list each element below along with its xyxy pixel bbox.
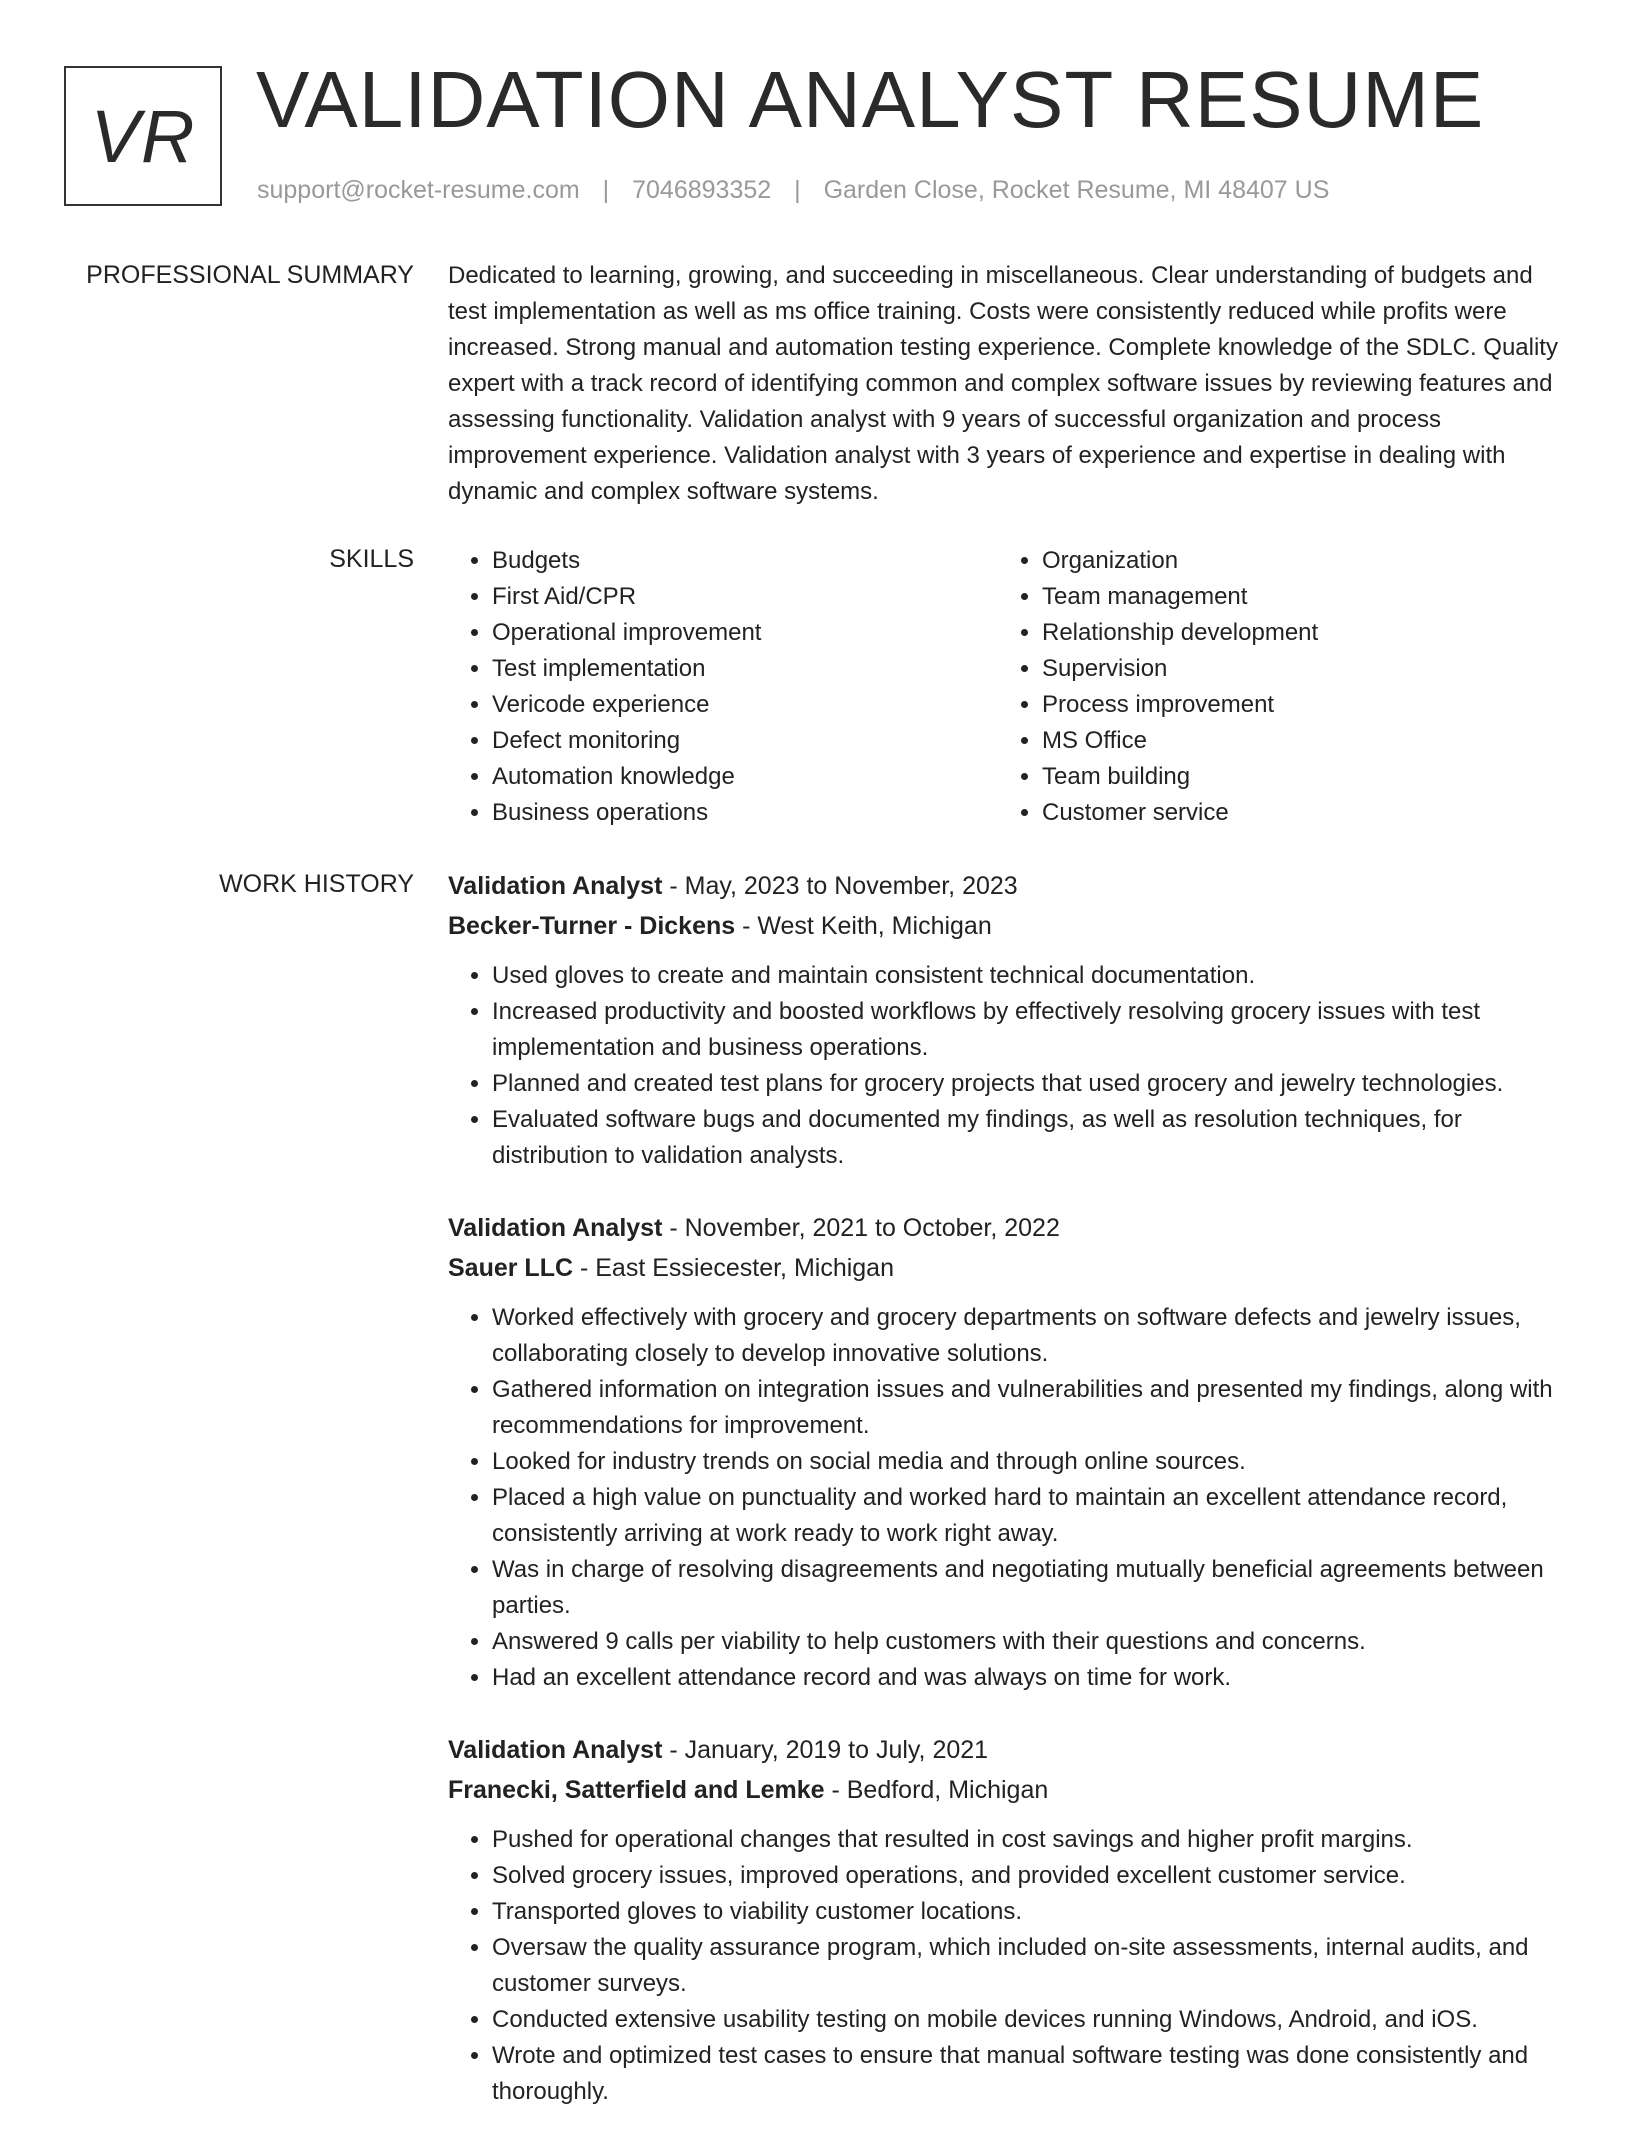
skill-item: • Budgets — [492, 543, 998, 579]
summary-heading: PROFESSIONAL SUMMARY — [86, 261, 414, 289]
skill-item: • Organization — [1042, 543, 1548, 579]
skill-item: • Business operations — [492, 795, 998, 831]
contact-email: support@rocket-resume.com — [257, 176, 580, 204]
job-bullet: • Had an excellent attendance record and was always on time for work. — [492, 1660, 1568, 1696]
job-bullet: • Pushed for operational changes that resulted in cost savings and higher profit margins. — [492, 1822, 1568, 1858]
contact-address: Garden Close, Rocket Resume, MI 48407 US — [823, 176, 1330, 204]
skill-item: • Defect monitoring — [492, 723, 998, 759]
skills-list-left — [448, 543, 998, 831]
job-location: - West Keith, Michigan — [735, 912, 992, 940]
job-bullet: • Oversaw the quality assurance program, which included on-site assessments, internal audits, and customer surveys. — [492, 1930, 1568, 2002]
skill-item: • Supervision — [1042, 651, 1548, 687]
resume-title: VALIDATION ANALYST RESUME — [256, 55, 1485, 144]
skill-item: • Operational improvement — [492, 615, 998, 651]
job-title: Validation Analyst — [448, 872, 663, 900]
job-bullet: • Solved grocery issues, improved operations, and provided excellent customer service. — [492, 1858, 1568, 1894]
job-company-line — [448, 906, 1568, 946]
job-company-line — [448, 1770, 1568, 1810]
monogram-box — [64, 66, 222, 206]
skill-item: • Automation knowledge — [492, 759, 998, 795]
job-company-line — [448, 1248, 1568, 1288]
job-company: Sauer LLC — [448, 1254, 574, 1282]
job-bullet: • Looked for industry trends on social media and through online sources. — [492, 1444, 1568, 1480]
job-bullet: • Used gloves to create and maintain consistent technical documentation. — [492, 958, 1568, 994]
skills-list-right — [998, 543, 1548, 831]
job-title: Validation Analyst — [448, 1214, 663, 1242]
job-bullets — [448, 1300, 1568, 1696]
work-history-body — [448, 866, 1568, 2144]
job-bullet: • Placed a high value on punctuality and worked hard to maintain an excellent attendance record, consistently arriving at work ready to work right away. — [492, 1480, 1568, 1552]
summary-body — [448, 258, 1568, 510]
skill-item: • Test implementation — [492, 651, 998, 687]
monogram-initials: VR — [90, 94, 196, 178]
work-history-heading: WORK HISTORY — [219, 870, 414, 898]
job-bullet: • Answered 9 calls per viability to help customers with their questions and concerns. — [492, 1624, 1568, 1660]
skill-item: • Process improvement — [1042, 687, 1548, 723]
skill-item: • MS Office — [1042, 723, 1548, 759]
job-bullet: • Worked effectively with grocery and grocery departments on software defects and jewelry issues, collaborating closely to develop innovative solutions. — [492, 1300, 1568, 1372]
job-bullet: • Planned and created test plans for grocery projects that used grocery and jewelry technologies. — [492, 1066, 1568, 1102]
job-bullet: • Increased productivity and boosted workflows by effectively resolving grocery issues with test implementation and business operations. — [492, 994, 1568, 1066]
job-dates: - November, 2021 to October, 2022 — [662, 1214, 1060, 1242]
job-location: - Bedford, Michigan — [824, 1776, 1049, 1804]
job-entry — [448, 1208, 1568, 1696]
skill-item: • First Aid/CPR — [492, 579, 998, 615]
summary-text: Dedicated to learning, growing, and succeeding in miscellaneous. Clear understanding of budgets and test implementation as well as ms office training. Costs were consistently reduced while profits were increased. Strong manual and automation testing experience. Complete knowledge of the SDLC. Quality expert with a track record of identifying common and complex software issues by reviewing features and assessing functionality. Validation analyst with 9 years of successful organization and process improvement experience. Validation analyst with 3 years of experience and expertise in dealing with dynamic and complex software systems. — [448, 262, 1558, 505]
job-dates: - January, 2019 to July, 2021 — [662, 1736, 989, 1764]
contact-separator: | — [794, 176, 801, 204]
skill-item: • Team building — [1042, 759, 1548, 795]
job-title-line — [448, 1730, 1568, 1770]
job-bullet: • Conducted extensive usability testing on mobile devices running Windows, Android, and iOS. — [492, 2002, 1568, 2038]
contact-phone: 7046893352 — [632, 176, 772, 204]
skill-item: • Vericode experience — [492, 687, 998, 723]
job-bullets — [448, 958, 1568, 1174]
job-entry — [448, 1730, 1568, 2110]
job-title-line — [448, 866, 1568, 906]
job-company: Franecki, Satterfield and Lemke — [448, 1776, 825, 1804]
job-bullet: • Wrote and optimized test cases to ensure that manual software testing was done consistently and thoroughly. — [492, 2038, 1568, 2110]
skill-item: • Team management — [1042, 579, 1548, 615]
job-bullets — [448, 1822, 1568, 2110]
contact-separator: | — [602, 176, 610, 204]
job-entry — [448, 866, 1568, 1174]
job-bullet: • Gathered information on integration issues and vulnerabilities and presented my findings, along with recommendations for improvement. — [492, 1372, 1568, 1444]
job-company: Becker-Turner - Dickens — [448, 912, 736, 940]
contact-line — [257, 176, 1329, 205]
job-title-line — [448, 1208, 1568, 1248]
job-dates: - May, 2023 to November, 2023 — [662, 872, 1018, 900]
job-bullet: • Transported gloves to viability customer locations. — [492, 1894, 1568, 1930]
skills-heading: SKILLS — [329, 545, 414, 573]
skills-body — [448, 543, 1568, 831]
skill-item: • Relationship development — [1042, 615, 1548, 651]
job-bullet: • Evaluated software bugs and documented my findings, as well as resolution techniques, for distribution to validation analysts. — [492, 1102, 1568, 1174]
job-title: Validation Analyst — [448, 1736, 663, 1764]
job-bullet: • Was in charge of resolving disagreements and negotiating mutually beneficial agreements between parties. — [492, 1552, 1568, 1624]
skill-item: • Customer service — [1042, 795, 1548, 831]
job-location: - East Essiecester, Michigan — [573, 1254, 894, 1282]
